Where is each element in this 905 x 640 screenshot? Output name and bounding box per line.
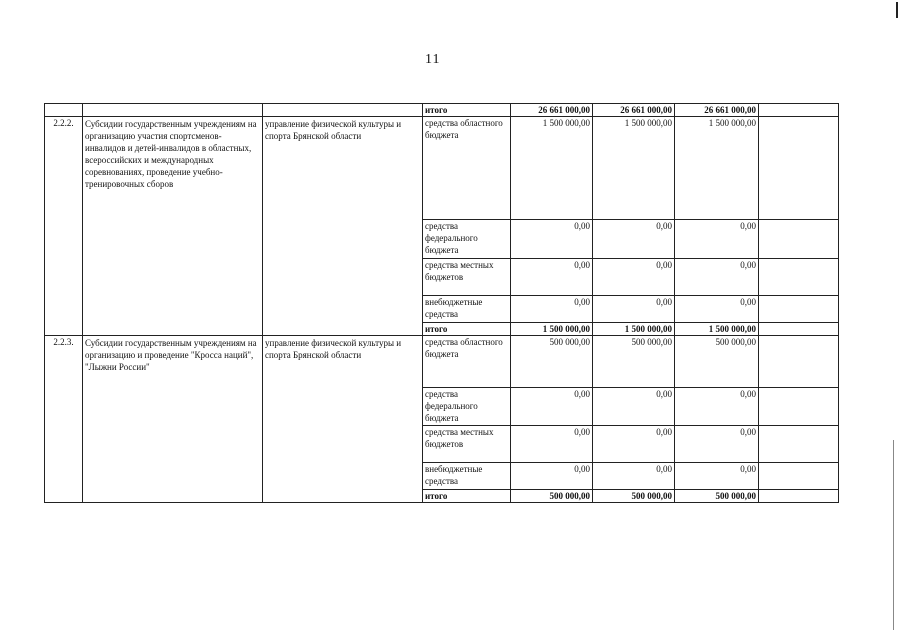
source-label: средства областного бюджета [423,336,511,388]
value-cell: 0,00 [593,463,675,490]
value-cell: 500 000,00 [675,490,759,503]
value-cell: 0,00 [511,259,593,296]
source-label: итого [423,104,511,117]
cell-empty [759,220,839,259]
page-number: 11 [425,52,441,67]
item-number: 2.2.2. [45,117,83,336]
value-cell: 1 500 000,00 [593,323,675,336]
cell-empty [759,388,839,426]
budget-table [44,103,839,503]
item-description: Субсидии государственным учреждениям на организацию и проведение "Кросса наций", "Лыжни России" [83,336,263,503]
source-label: итого [423,323,511,336]
value-cell: 26 661 000,00 [511,104,593,117]
table-row [45,117,839,220]
value-cell: 500 000,00 [511,490,593,503]
value-cell: 26 661 000,00 [675,104,759,117]
source-label: средства местных бюджетов [423,259,511,296]
value-cell: 500 000,00 [593,490,675,503]
cell-empty [759,259,839,296]
source-label: средства местных бюджетов [423,426,511,463]
cell-empty [759,336,839,388]
value-cell: 0,00 [675,426,759,463]
cell-empty [759,490,839,503]
value-cell: 0,00 [511,220,593,259]
value-cell: 0,00 [593,426,675,463]
value-cell: 500 000,00 [675,336,759,388]
cell-empty [263,104,423,117]
source-label: внебюджетные средства [423,296,511,323]
value-cell: 0,00 [593,259,675,296]
cell-empty [759,426,839,463]
value-cell: 0,00 [675,388,759,426]
source-label: средства федерального бюджета [423,388,511,426]
value-cell: 26 661 000,00 [593,104,675,117]
value-cell: 0,00 [675,259,759,296]
source-label: средства федерального бюджета [423,220,511,259]
table-row-top-total [45,104,839,117]
edge-mark-top [896,2,898,18]
value-cell: 0,00 [593,220,675,259]
cell-empty [759,117,839,220]
cell-empty [83,104,263,117]
item-executor: управление физической культуры и спорта Брянской области [263,336,423,503]
table-row [45,336,839,388]
cell-empty [759,104,839,117]
value-cell: 1 500 000,00 [675,323,759,336]
cell-empty [759,463,839,490]
cell-empty [759,323,839,336]
edge-mark-right [893,440,894,630]
value-cell: 0,00 [593,388,675,426]
value-cell: 1 500 000,00 [593,117,675,220]
value-cell: 1 500 000,00 [511,117,593,220]
value-cell: 0,00 [511,426,593,463]
value-cell: 500 000,00 [593,336,675,388]
item-description: Субсидии государственным учреждениям на организацию участия спортсменов-инвалидов и детей-инвалидов в областных, всероссийских и международных соревнованиях, проведение учебно-тренировочных сборов [83,117,263,336]
value-cell: 0,00 [593,296,675,323]
value-cell: 0,00 [511,296,593,323]
source-label: внебюджетные средства [423,463,511,490]
value-cell: 1 500 000,00 [511,323,593,336]
source-label: итого [423,490,511,503]
value-cell: 0,00 [675,296,759,323]
item-number: 2.2.3. [45,336,83,503]
value-cell: 0,00 [675,220,759,259]
source-label: средства областного бюджета [423,117,511,220]
cell-empty [45,104,83,117]
item-executor: управление физической культуры и спорта Брянской области [263,117,423,336]
cell-empty [759,296,839,323]
value-cell: 0,00 [511,463,593,490]
value-cell: 1 500 000,00 [675,117,759,220]
value-cell: 0,00 [675,463,759,490]
value-cell: 500 000,00 [511,336,593,388]
value-cell: 0,00 [511,388,593,426]
